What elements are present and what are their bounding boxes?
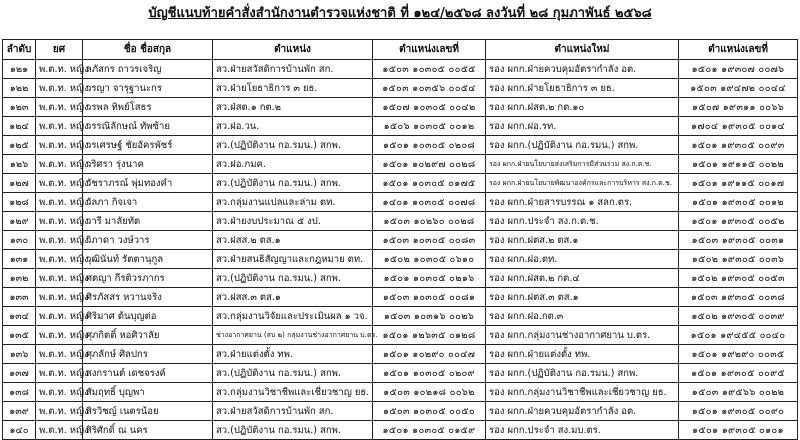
- row-index: ๑๒๒: [3, 79, 36, 98]
- row-rank: พ.ต.ท. หญิง: [36, 136, 83, 155]
- row-position: สว.ฝ่ายสนธิสัญญาและกฎหมาย ตท.: [213, 250, 373, 269]
- row-rank: พ.ต.ท. หญิง: [36, 269, 83, 288]
- row-name: สัมฤทธิ์ บุญพา: [83, 383, 213, 402]
- row-new-position: รอง ผกก.ฝ่ายโยธาธิการ ๓ ยธ.: [486, 79, 679, 98]
- row-index: ๑๒๔: [3, 117, 36, 136]
- table-row: [3, 174, 798, 193]
- row-new-position: รอง ผกก.ฝ่ายแต่งตั้ง ทพ.: [486, 345, 679, 364]
- row-index: ๑๓๕: [3, 326, 36, 345]
- row-new-position-number: ๑๕๐๓ ๑๙๕๖๖ ๐๐๒๒: [679, 383, 798, 402]
- row-index: ๑๓๙: [3, 402, 36, 421]
- table-header-row: [3, 40, 798, 60]
- row-name: ศิริมาศ ต้นบุญต่อ: [83, 307, 213, 326]
- row-position: สว.ฝ่ายสวัสดิการบ้านพัก สก.: [213, 60, 373, 79]
- row-index: ๑๒๘: [3, 193, 36, 212]
- row-rank: พ.ต.ท. หญิง: [36, 364, 83, 383]
- row-rank: พ.ต.ท. หญิง: [36, 231, 83, 250]
- row-position-number: ๑๕๐๑ ๑๐๒๙๗ ๐๐๒๘: [373, 155, 486, 174]
- row-name: วัชราภรณ์ พุ่มทองคำ: [83, 174, 213, 193]
- row-new-position-number: ๑๕๐๑ ๑๙๓๐๕ ๐๑๐๑: [679, 421, 798, 440]
- row-index: ๑๒๑: [3, 60, 36, 79]
- table-row: [3, 288, 798, 307]
- row-rank: พ.ต.ท. หญิง: [36, 383, 83, 402]
- row-position: สว.ฝ่ายแต่งตั้ง ทพ.: [213, 345, 373, 364]
- row-position-number: ๑๕๐๑ ๑๐๓๐๕ ๐๒๑๖: [373, 269, 486, 288]
- row-position-number: ๑๕๐๒ ๑๐๓๐๕ ๐๖๑๐: [373, 250, 486, 269]
- row-name: ศุภลักษ์ ศิลปกร: [83, 345, 213, 364]
- row-rank: พ.ต.ท. หญิง: [36, 307, 83, 326]
- row-position-number: ๑๕๐๓ ๑๐๒๖๐ ๐๐๒๘: [373, 212, 486, 231]
- row-index: ๑๓๑: [3, 250, 36, 269]
- row-name: วรญา จารุฐานะกร: [83, 79, 213, 98]
- table-row: [3, 155, 798, 174]
- header-position-number: ตำแหน่งเลขที่: [373, 40, 486, 60]
- table-row: [3, 136, 798, 155]
- row-name: วรรณิลักษณ์ ทัพซ้าย: [83, 117, 213, 136]
- row-new-position: รอง ผกก.กลุ่มงานช่างอากาศยาน บ.ตร.: [486, 326, 679, 345]
- row-index: ๑๒๗: [3, 174, 36, 193]
- row-position-number: ๑๕๐๓ ๑๐๓๐๕ ๐๐๘๓: [373, 231, 486, 250]
- row-name: ศตญา กีรติวรภากร: [83, 269, 213, 288]
- row-new-position-number: ๑๕๐๑ ๑๙๓๐๕ ๐๐๑๒: [679, 193, 798, 212]
- row-new-position: รอง ผกก.(ปฏิบัติงาน กอ.รมน.) สกพ.: [486, 136, 679, 155]
- row-rank: พ.ต.ท. หญิง: [36, 155, 83, 174]
- row-position: สว.กลุ่มงานแปลและล่าม ตท.: [213, 193, 373, 212]
- row-new-position-number: ๑๕๐๓ ๑๙๔๗๒ ๐๐๔๔: [679, 79, 798, 98]
- row-new-position: รอง ผกก.ฝ่ายสารบรรณ ๑ สลก.ตร.: [486, 193, 679, 212]
- row-name: สิริศักดิ์ ณ นคร: [83, 421, 213, 440]
- row-position-number: ๑๕๐๑ ๑๐๒๙๐ ๐๐๔๗: [373, 345, 486, 364]
- row-position: สว.กลุ่มงานวิจัยและประเมินผล ๑ วจ.: [213, 307, 373, 326]
- row-index: ๑๒๕: [3, 136, 36, 155]
- table-row: [3, 421, 798, 440]
- row-new-position-number: ๑๗๐๔ ๑๙๓๐๕ ๐๐๑๔: [679, 117, 798, 136]
- row-rank: พ.ต.ท. หญิง: [36, 250, 83, 269]
- row-position: สว.ฝ่ายโยธาธิการ ๓ ยธ.: [213, 79, 373, 98]
- table-row: [3, 79, 798, 98]
- row-position-number: ๑๕๐๓ ๑๐๓๐๕ ๐๐๕๕: [373, 60, 486, 79]
- row-name: ลภัสกร ถาวรเจริญ: [83, 60, 213, 79]
- row-rank: พ.ต.ท. หญิง: [36, 402, 83, 421]
- row-rank: พ.ต.ท. หญิง: [36, 193, 83, 212]
- row-name: วารี มาลัยทัต: [83, 212, 213, 231]
- row-rank: พ.ต.ท. หญิง: [36, 174, 83, 193]
- row-position-number: ๑๕๐๑ ๑๐๓๐๕ ๐๒๐๘: [373, 136, 486, 155]
- row-rank: พ.ต.ท. หญิง: [36, 288, 83, 307]
- row-new-position-number: ๑๕๐๓ ๑๙๓๐๕ ๐๐๓๘: [679, 288, 798, 307]
- row-new-position-number: ๑๕๐๑ ๑๙๒๙๐ ๐๐๓๕: [679, 345, 798, 364]
- row-position: สว.(ปฏิบัติงาน กอ.รมน.) สกพ.: [213, 364, 373, 383]
- table-row: [3, 250, 798, 269]
- row-position-number: ๑๔๐๑ ๑๐๓๐๕ ๐๐๗๘: [373, 193, 486, 212]
- table-row: [3, 212, 798, 231]
- row-new-position: รอง ผกก.ฝตส.๓ ตส.๑: [486, 288, 679, 307]
- row-name: วรพล ทิพย์โสธร: [83, 98, 213, 117]
- row-position: สว.(ปฏิบัติงาน กอ.รมน.) สกพ.: [213, 174, 373, 193]
- row-new-position-number: ๑๕๐๑ ๑๙๓๐๗ ๐๐๗๖: [679, 60, 798, 79]
- row-position-number: ๑๕๐๖ ๑๐๓๐๕ ๐๐๑๒: [373, 117, 486, 136]
- row-index: ๑๔๐: [3, 421, 36, 440]
- row-new-position-number: ๑๕๐๑ ๑๙๑๑๕ ๐๐๑๗: [679, 174, 798, 193]
- row-position: สว.(ปฏิบัติงาน กอ.รมน.) สกพ.: [213, 421, 373, 440]
- row-position: สว.ฝอ.วน.: [213, 117, 373, 136]
- row-new-position: รอง ผกก.ฝอ.รท.: [486, 117, 679, 136]
- row-index: ๑๒๖: [3, 155, 36, 174]
- row-new-position-number: ๑๕๐๒ ๑๙๓๐๕ ๐๐๓๙: [679, 307, 798, 326]
- row-position-number: ๑๕๐๑ ๑๐๓๐๕ ๐๑๗๕: [373, 174, 486, 193]
- row-position: สว.(ปฏิบัติงาน กอ.รมน.) สกพ.: [213, 269, 373, 288]
- row-position-number: ๑๕๐๑ ๑๐๓๐๕ ๐๑๕๙: [373, 421, 486, 440]
- row-position: สว.ฝ่สต.๑ กต.๒: [213, 98, 373, 117]
- row-new-position: รอง ผกก.ประจำ สง.ก.ต.ช.: [486, 212, 679, 231]
- row-position: สว.ฝ่ายงบประมาณ ๕ งป.: [213, 212, 373, 231]
- row-new-position-number: ๑๕๐๓ ๑๙๓๐๕ ๐๐๓๑: [679, 231, 798, 250]
- row-index: ๑๓๔: [3, 307, 36, 326]
- row-position-number: ๑๕๐๓ ๑๐๓๐๕ ๐๐๘๑: [373, 288, 486, 307]
- row-new-position-number: ๑๕๐๒ ๑๙๓๐๕ ๐๐๓๖: [679, 250, 798, 269]
- document-title: บัญชีแนบท้ายคำสั่งสำนักงานตำรวจแห่งชาติ ที่ ๑๒๔/๒๕๖๘ ลงวันที่ ๒๘ กุมภาพันธ์ ๒๕๖๘: [148, 6, 652, 21]
- row-new-position-number: ๑๕๐๒ ๑๙๓๐๕ ๐๐๕๓: [679, 269, 798, 288]
- row-position-number: ๑๕๐๓ ๑๐๒๑๘ ๐๐๖๒: [373, 383, 486, 402]
- table-row: [3, 117, 798, 136]
- row-position: สว.กลุ่มงานวิชาชีพและเชี่ยวชาญ ยธ.: [213, 383, 373, 402]
- row-new-position: รอง ผกก.ฝ่ายนโยบายส่งเสริมการมีส่วนร่วม สง.ก.ต.ช.: [486, 155, 679, 174]
- table-row: [3, 383, 798, 402]
- row-rank: พ.ต.ท. หญิง: [36, 79, 83, 98]
- row-position-number: ๑๕๐๑ ๑๒๖๓๕ ๐๑๒๘: [373, 326, 486, 345]
- header-new-position: ตำแหน่งใหม่: [486, 40, 679, 60]
- row-new-position: รอง ผกก.ประจำ สง.มบ.ตร.: [486, 421, 679, 440]
- table-row: [3, 345, 798, 364]
- table-row: [3, 307, 798, 326]
- table-row: [3, 364, 798, 383]
- row-new-position-number: ๑๕๐๗ ๑๙๓๑๑ ๐๐๖๖: [679, 98, 798, 117]
- row-new-position: รอง ผกก.ฝ่ายควบคุมอัตรากำลัง อต.: [486, 60, 679, 79]
- row-rank: พ.ต.ท. หญิง: [36, 345, 83, 364]
- row-rank: พ.ต.ท. หญิง: [36, 421, 83, 440]
- row-position: สว.ฝอ.กมค.: [213, 155, 373, 174]
- row-name: ศุภกิตติ์ หอศิวาลัย: [83, 326, 213, 345]
- table-row: [3, 60, 798, 79]
- header-position: ตำแหน่ง: [213, 40, 373, 60]
- table-row: [3, 231, 798, 250]
- row-name: วิภาดา วงษ์วาร: [83, 231, 213, 250]
- row-position: สว.ฝสส.๓ ตส.๑: [213, 288, 373, 307]
- personnel-table: [2, 39, 798, 440]
- row-new-position: รอง ผกก.ฝสต.๒ กต.๔: [486, 269, 679, 288]
- row-rank: พ.ต.ท. หญิง: [36, 60, 83, 79]
- row-position-number: ๑๕๐๓ ๑๐๓๐๕ ๐๐๕๐: [373, 402, 486, 421]
- row-rank: พ.ต.ท. หญิง: [36, 212, 83, 231]
- row-position-number: ๑๕๐๓ ๑๐๓๕๖ ๐๐๕๔: [373, 79, 486, 98]
- row-index: ๑๓๗: [3, 364, 36, 383]
- row-position: สว.ฝ่ายสวัสดิการบ้านพัก สก.: [213, 402, 373, 421]
- row-new-position-number: ๑๕๐๑ ๑๙๔๕๕ ๐๐๔๐: [679, 326, 798, 345]
- row-name: สิรวิชญ์ เนตรน้อย: [83, 402, 213, 421]
- row-new-position-number: ๑๕๐๑ ๑๙๓๐๕ ๐๐๙๐: [679, 402, 798, 421]
- table-row: [3, 402, 798, 421]
- row-name: ศิรภัสสร หวานจริง: [83, 288, 213, 307]
- row-new-position: รอง ผกก.ฝสต.๒ กต.๑๐: [486, 98, 679, 117]
- table-body: [3, 60, 798, 440]
- row-new-position-number: ๑๕๐๑ ๑๙๓๐๕ ๐๐๙๓: [679, 136, 798, 155]
- row-index: ๑๒๙: [3, 212, 36, 231]
- row-name: วริศรา รุ่งนาค: [83, 155, 213, 174]
- row-index: ๑๒๓: [3, 98, 36, 117]
- row-position-number: ๑๕๐๓ ๑๐๓๑๖ ๐๐๒๖: [373, 307, 486, 326]
- table-row: [3, 193, 798, 212]
- row-name: สงกรานต์ เดชจรงค์: [83, 364, 213, 383]
- row-name: วัลภา กิจเจา: [83, 193, 213, 212]
- row-index: ๑๓๐: [3, 231, 36, 250]
- header-name: ชื่อ ชื่อสกุล: [83, 40, 213, 60]
- row-rank: พ.ต.ท. หญิง: [36, 117, 83, 136]
- row-index: ๑๓๘: [3, 383, 36, 402]
- table-row: [3, 269, 798, 288]
- row-new-position: รอง ผกก.ฝ่ายควบคุมอัตรากำลัง อต.: [486, 402, 679, 421]
- row-new-position: รอง ผกก.ฝอ.กต.๓: [486, 307, 679, 326]
- row-index: ๑๓๖: [3, 345, 36, 364]
- row-new-position-number: ๑๕๐๑ ๑๙๓๐๕ ๐๐๙๕: [679, 364, 798, 383]
- row-rank: พ.ต.ท. หญิง: [36, 98, 83, 117]
- row-position: สว.ฝสส.๒ ตส.๑: [213, 231, 373, 250]
- table-row: [3, 326, 798, 345]
- row-new-position: รอง ผกก.ฝอ.ตท.: [486, 250, 679, 269]
- row-position-number: ๑๕๐๑ ๑๐๓๐๕ ๐๒๐๙: [373, 364, 486, 383]
- row-position-number: ๑๕๐๗ ๑๐๓๐๕ ๐๐๔๒: [373, 98, 486, 117]
- row-new-position: รอง ผกก.ฝ่ายนโยบายพัฒนาองค์กรและการบริหาร สง.ก.ต.ช.: [486, 174, 679, 193]
- row-new-position-number: ๑๕๐๑ ๑๙๑๑๕ ๐๐๒๒: [679, 155, 798, 174]
- row-name: วรเศรษฐ์ ชัยอัครพัชร์: [83, 136, 213, 155]
- header-index: ลำดับ: [3, 40, 36, 60]
- row-new-position: รอง ผกก.ฝตส.๒ ตส.๑: [486, 231, 679, 250]
- header-new-position-number: ตำแหน่งเลขที่: [679, 40, 798, 60]
- header-rank: ยศ: [36, 40, 83, 60]
- row-name: วุฒินันท์ รัตตานุกูล: [83, 250, 213, 269]
- row-position: สว.(ปฏิบัติงาน กอ.รมน.) สกพ.: [213, 136, 373, 155]
- row-index: ๑๓๓: [3, 288, 36, 307]
- row-new-position: รอง ผกก.กลุ่มงานวิชาชีพและเชี่ยวชาญ ยธ.: [486, 383, 679, 402]
- row-new-position: รอง ผกก.(ปฏิบัติงาน กอ.รมน.) สกพ.: [486, 364, 679, 383]
- table-row: [3, 98, 798, 117]
- row-position: ช่างอากาศยาน (สบ ๒) กลุ่มงานช่างอากาศยาน บ.ตร.: [213, 326, 373, 345]
- row-rank: พ.ต.ท. หญิง: [36, 326, 83, 345]
- row-new-position-number: ๑๕๐๑ ๑๙๓๐๕ ๐๐๕๒: [679, 212, 798, 231]
- row-index: ๑๓๒: [3, 269, 36, 288]
